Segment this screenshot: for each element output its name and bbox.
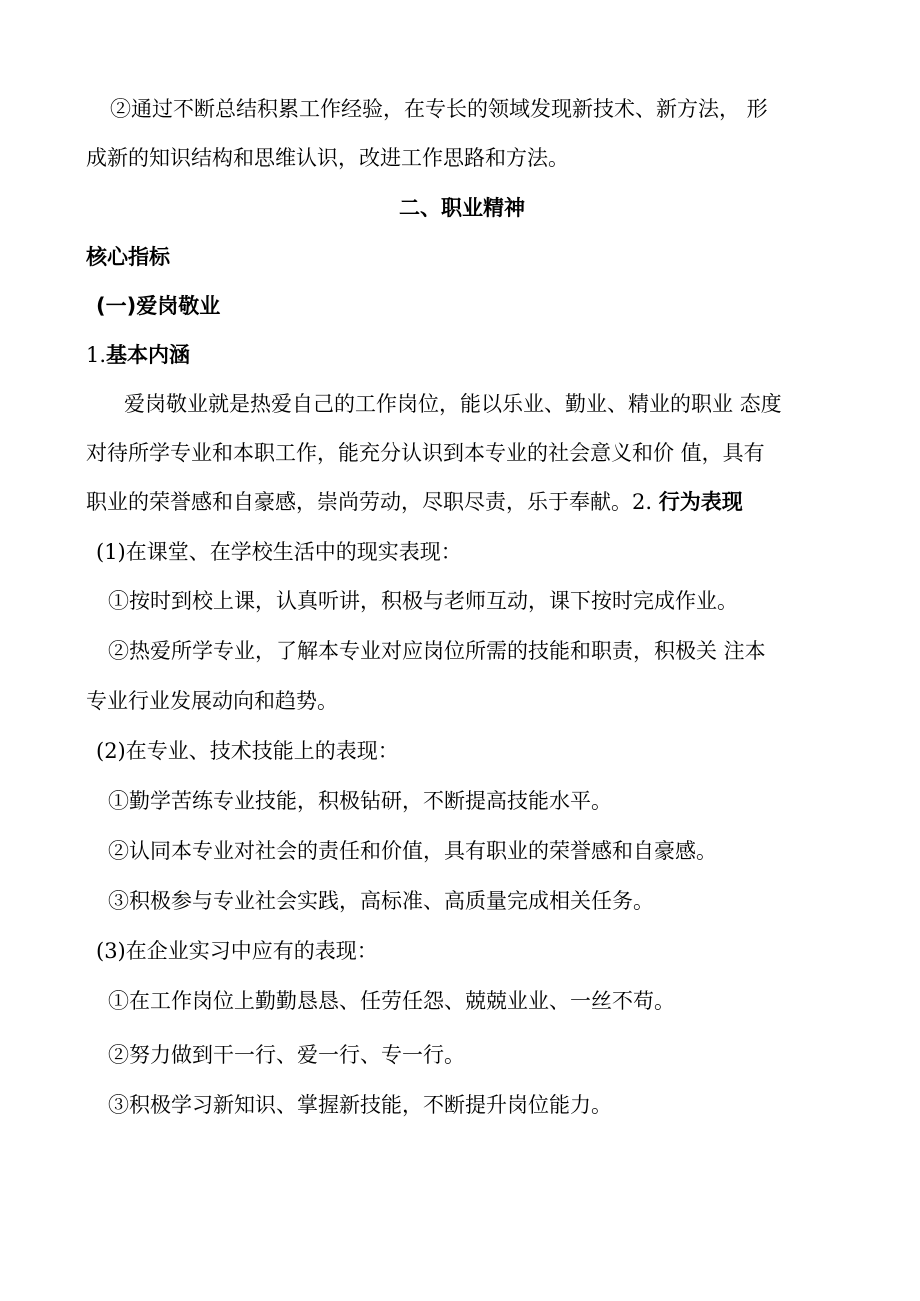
item-title: 基本内涵 [106,343,191,367]
inline-heading: 行为表现 [658,490,743,514]
subsection-heading: (一)爱岗敬业 [96,294,221,318]
list-item: ①在工作岗位上勤勤恳恳、任劳任怨、兢兢业业、一丝不苟。 [108,989,675,1013]
list-heading: (2)在专业、技术技能上的表现： [96,739,399,763]
paragraph-line: 对待所学专业和本职工作，能充分认识到本专业的社会意义和价 值，具有 [86,441,765,465]
item-number: 1. [86,343,107,367]
list-heading: (1)在课堂、在学校生活中的现实表现： [96,540,462,564]
list-item: ②努力做到干一行、爱一行、专一行。 [108,1043,465,1067]
list-item-continuation: 专业行业发展动向和趋势。 [86,689,338,713]
paragraph-line [86,487,846,517]
core-indicator-heading: 核心指标 [86,245,170,269]
list-item: ②认同本专业对社会的责任和价值，具有职业的荣誉感和自豪感。 [108,839,717,863]
list-item: ③积极参与专业社会实践，高标准、高质量完成相关任务。 [108,889,654,913]
list-item: ②热爱所学专业，了解本专业对应岗位所需的技能和职责，积极关 注本 [108,639,766,663]
item-heading [86,340,846,370]
paragraph-line: ②通过不断总结积累工作经验，在专长的领域发现新技术、新方法， 形 [110,97,768,121]
list-heading: (3)在企业实习中应有的表现： [96,939,378,963]
list-item: ③积极学习新知识、掌握新技能，不断提升岗位能力。 [108,1093,612,1117]
section-title: 二、职业精神 [399,196,525,220]
list-item: ①按时到校上课，认真听讲，积极与老师互动，课下按时完成作业。 [108,589,738,613]
list-item: ①勤学苦练专业技能，积极钻研，不断提高技能水平。 [108,789,612,813]
paragraph-line: 成新的知识结构和思维认识，改进工作思路和方法。 [86,146,569,170]
paragraph-line: 爱岗敬业就是热爱自己的工作岗位，能以乐业、勤业、精业的职业 态度 [124,392,782,416]
paragraph-text: 职业的荣誉感和自豪感，崇尚劳动，尽职尽责，乐于奉献。2. [86,490,659,514]
